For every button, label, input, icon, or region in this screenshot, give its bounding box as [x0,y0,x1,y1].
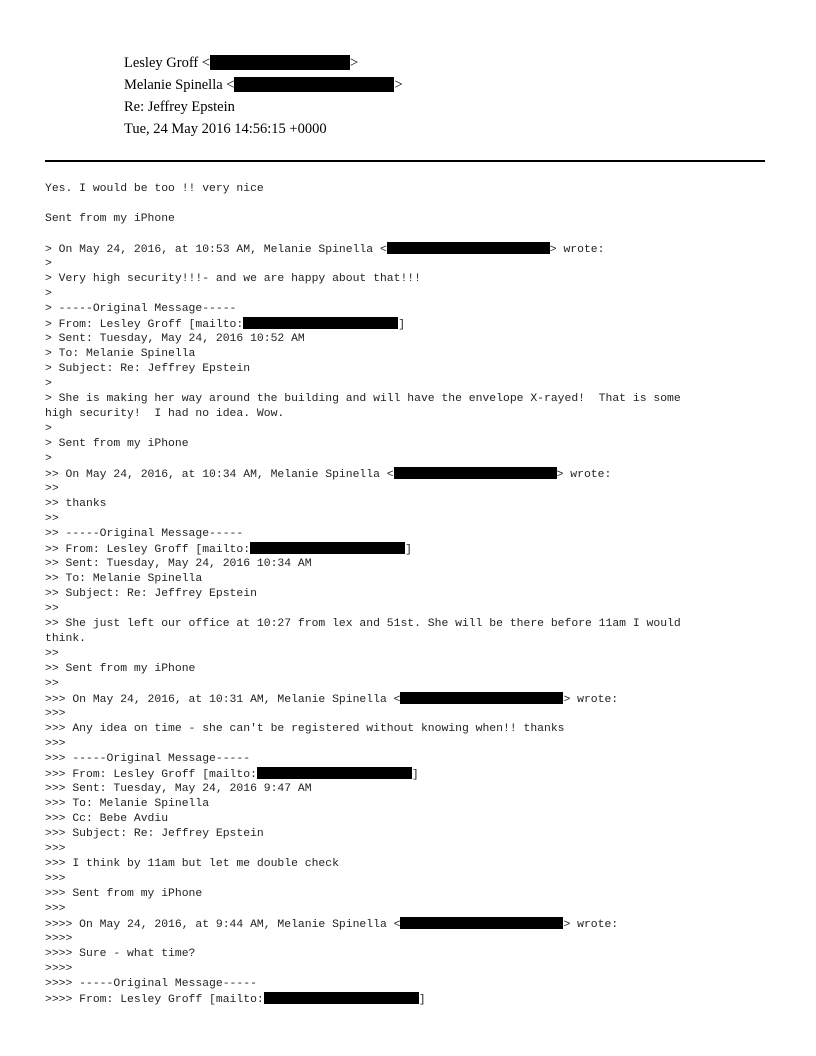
redaction-bar [234,77,394,92]
body-line: > Very high security!!!- and we are happy about that!!! [45,273,421,285]
from-mailto-line: >>>> From: Lesley Groff [mailto: ] [45,994,426,1006]
body-line: >>> -----Original Message----- [45,753,251,765]
body-line: >> -----Original Message----- [45,528,244,540]
body-line: >> Sent: Tuesday, May 24, 2016 10:34 AM [45,558,312,570]
body-line: >>> [45,903,66,915]
body-line: > Subject: Re: Jeffrey Epstein [45,363,251,375]
body-line: >>> [45,738,66,750]
redaction-bar [210,55,350,70]
from-mailto-line: > From: Lesley Groff [mailto: ] [45,319,406,331]
body-line: > Sent from my iPhone [45,438,189,450]
redaction-bar [264,992,419,1004]
redaction-bar [243,317,398,329]
body-line: > [45,288,52,300]
body-line: >> She just left our office at 10:27 from lex and 51st. She will be there before 11am I would [45,618,681,630]
date-value: Tue, 24 May 2016 14:56:15 +0000 [124,121,327,137]
body-line: >>>> Sure - what time? [45,948,196,960]
body-line: > Sent: Tuesday, May 24, 2016 10:52 AM [45,333,305,345]
body-line: >> Sent from my iPhone [45,663,196,675]
body-line: > -----Original Message----- [45,303,237,315]
body-line: > To: Melanie Spinella [45,348,196,360]
subject-value: Re: Jeffrey Epstein [124,99,235,115]
from-end: > [350,55,359,71]
body-line: >>>> [45,933,73,945]
to-end: > [394,77,403,93]
quote-header-line: >>>> On May 24, 2016, at 9:44 AM, Melanie Spinella < > wrote: [45,919,619,931]
body-line: > [45,258,52,270]
body-line: >>> Any idea on time - she can't be registered without knowing when!! thanks [45,723,565,735]
body-line: >> Subject: Re: Jeffrey Epstein [45,588,257,600]
body-line: high security! I had no idea. Wow. [45,408,285,420]
body-line: >>>> [45,963,73,975]
body-line: >> [45,648,59,660]
body-line: >>> [45,843,66,855]
quote-header-line: >>> On May 24, 2016, at 10:31 AM, Melanie Spinella < > wrote: [45,694,619,706]
body-line: >> [45,603,59,615]
redaction-bar [250,542,405,554]
from-mailto-line: >>> From: Lesley Groff [mailto: ] [45,769,419,781]
body-line: >> thanks [45,498,107,510]
redaction-bar [387,242,550,254]
quote-header-line: >> On May 24, 2016, at 10:34 AM, Melanie Spinella < > wrote: [45,469,612,481]
email-body [45,182,775,1007]
body-line: >>> Cc: Bebe Avdiu [45,813,169,825]
body-line: >>> I think by 11am but let me double check [45,858,339,870]
redaction-bar [394,467,557,479]
body-line: >>> Sent from my iPhone [45,888,203,900]
body-line: >> [45,513,59,525]
body-line: >> [45,483,59,495]
body-line: >>> [45,708,66,720]
from-name: Lesley Groff < [124,55,211,71]
redaction-bar [400,917,563,929]
body-line: > She is making her way around the building and will have the envelope X-rayed! That is some [45,393,681,405]
header-divider [45,160,765,162]
body-line: > [45,378,52,390]
body-line: >> [45,678,59,690]
body-line: >> To: Melanie Spinella [45,573,203,585]
redaction-bar [400,692,563,704]
body-line: >>> To: Melanie Spinella [45,798,210,810]
body-line: >>>> -----Original Message----- [45,978,257,990]
body-line: >>> Sent: Tuesday, May 24, 2016 9:47 AM [45,783,312,795]
to-name: Melanie Spinella < [124,77,235,93]
redaction-bar [257,767,412,779]
body-line: Yes. I would be too !! very nice [45,183,264,195]
body-line: think. [45,633,87,645]
body-line: > [45,423,52,435]
from-mailto-line: >> From: Lesley Groff [mailto: ] [45,544,412,556]
quote-header-line: > On May 24, 2016, at 10:53 AM, Melanie Spinella < > wrote: [45,244,605,256]
body-line: Sent from my iPhone [45,213,175,225]
body-line: >>> Subject: Re: Jeffrey Epstein [45,828,264,840]
body-line: >>> [45,873,66,885]
body-line: > [45,453,52,465]
